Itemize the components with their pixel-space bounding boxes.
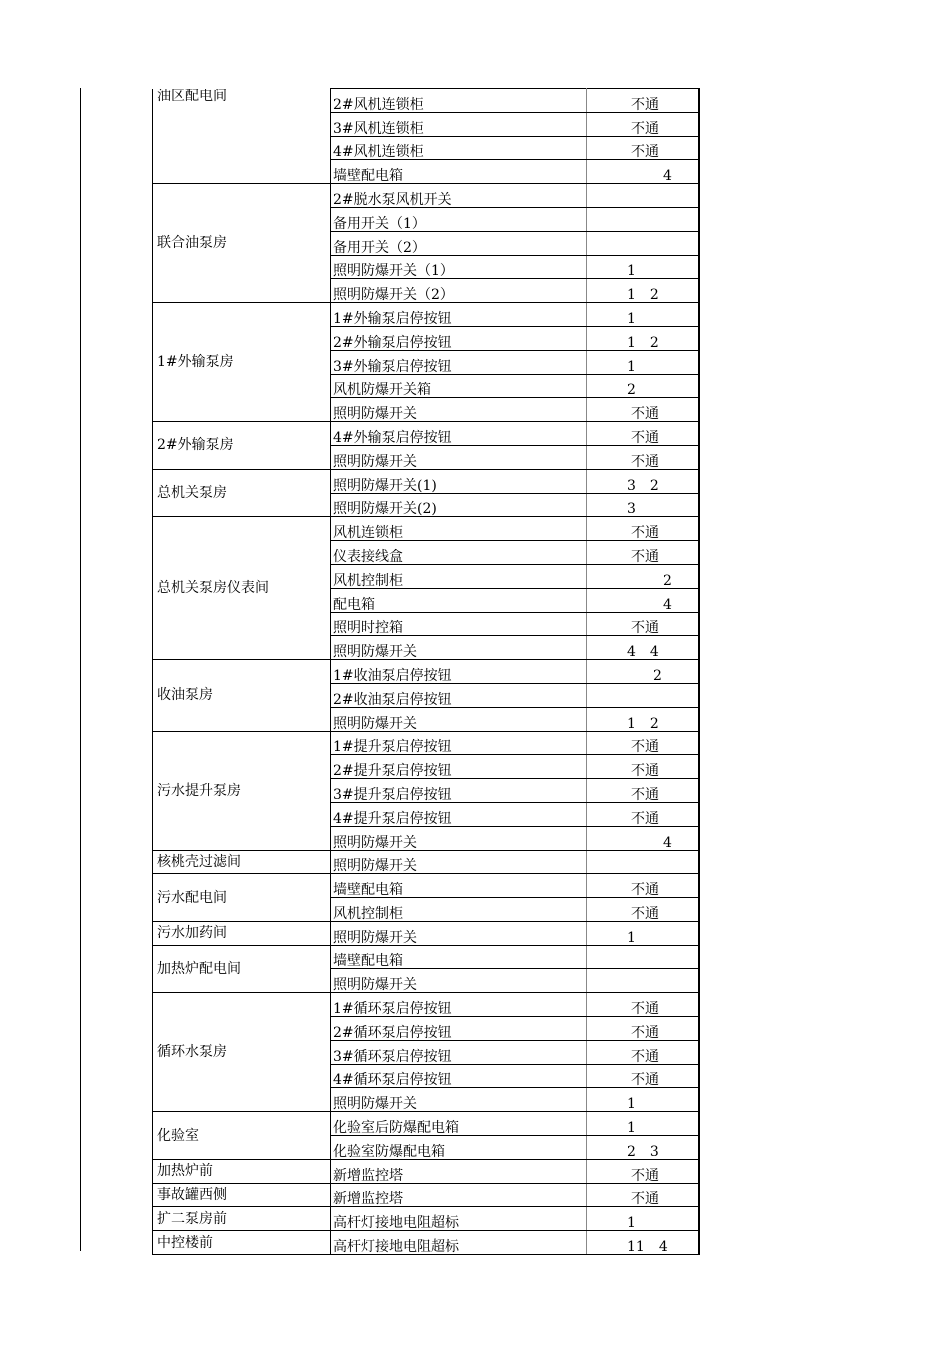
table-row — [153, 1231, 699, 1255]
item-cell: 1#外输泵启停按钮 — [331, 303, 587, 327]
item-cell: 3#循环泵启停按钮 — [331, 1040, 587, 1064]
table-row — [153, 921, 699, 945]
status-cell — [587, 207, 699, 231]
status-cell: 不通 — [587, 89, 699, 113]
status-cell: 不通 — [587, 898, 699, 922]
area-cell: 收油泵房 — [153, 660, 331, 731]
area-cell: 中控楼前 — [153, 1231, 331, 1255]
status-cell: 不通 — [587, 517, 699, 541]
area-cell: 事故罐西侧 — [153, 1183, 331, 1207]
area-cell: 扩二泵房前 — [153, 1207, 331, 1231]
item-cell: 新增监控塔 — [331, 1159, 587, 1183]
status-cell: 不通 — [587, 874, 699, 898]
item-cell: 照明防爆开关（1） — [331, 255, 587, 279]
table-row — [153, 517, 699, 541]
item-cell: 照明防爆开关(1) — [331, 469, 587, 493]
item-cell: 墙壁配电箱 — [331, 945, 587, 969]
item-cell: 照明防爆开关 — [331, 1088, 587, 1112]
area-cell: 循环水泵房 — [153, 993, 331, 1112]
table-row — [153, 993, 699, 1017]
status-cell: 不通 — [587, 993, 699, 1017]
item-cell: 高杆灯接地电阻超标 — [331, 1231, 587, 1255]
status-cell — [587, 969, 699, 993]
table-row — [153, 1159, 699, 1183]
status-cell: 不通 — [587, 422, 699, 446]
status-cell: 1 2 — [587, 326, 699, 350]
status-cell — [587, 184, 699, 208]
status-cell: 4 — [587, 160, 699, 184]
status-cell: 3 2 — [587, 469, 699, 493]
area-cell: 联合油泵房 — [153, 184, 331, 303]
area-cell: 污水加药间 — [153, 921, 331, 945]
status-cell: 1 2 — [587, 279, 699, 303]
item-cell: 风机连锁柜 — [331, 517, 587, 541]
item-cell: 照明防爆开关 — [331, 826, 587, 850]
item-cell: 3#风机连锁柜 — [331, 112, 587, 136]
item-cell: 照明防爆开关 — [331, 398, 587, 422]
area-cell: 油区配电间 — [153, 89, 331, 184]
status-cell: 不通 — [587, 612, 699, 636]
status-cell: 不通 — [587, 1017, 699, 1041]
item-cell: 2#外输泵启停按钮 — [331, 326, 587, 350]
area-cell: 污水配电间 — [153, 874, 331, 922]
table-row — [153, 184, 699, 208]
status-cell: 不通 — [587, 755, 699, 779]
area-cell: 污水提升泵房 — [153, 731, 331, 850]
item-cell: 1#收油泵启停按钮 — [331, 660, 587, 684]
item-cell: 风机防爆开关箱 — [331, 374, 587, 398]
status-cell — [587, 683, 699, 707]
table-row — [153, 1112, 699, 1136]
status-cell: 1 2 — [587, 707, 699, 731]
status-cell: 不通 — [587, 731, 699, 755]
area-cell: 2#外输泵房 — [153, 422, 331, 470]
status-cell: 不通 — [587, 398, 699, 422]
item-cell: 备用开关（1） — [331, 207, 587, 231]
item-cell: 照明防爆开关（2） — [331, 279, 587, 303]
status-cell: 1 — [587, 921, 699, 945]
item-cell: 1#提升泵启停按钮 — [331, 731, 587, 755]
item-cell: 2#收油泵启停按钮 — [331, 683, 587, 707]
page-left-rule — [80, 88, 81, 1251]
inspection-table-body — [153, 89, 699, 1255]
item-cell: 风机控制柜 — [331, 564, 587, 588]
status-cell: 不通 — [587, 1064, 699, 1088]
status-cell: 1 — [587, 1207, 699, 1231]
status-cell: 11 4 — [587, 1231, 699, 1255]
item-cell: 4#提升泵启停按钮 — [331, 802, 587, 826]
item-cell: 1#循环泵启停按钮 — [331, 993, 587, 1017]
item-cell: 照明防爆开关 — [331, 636, 587, 660]
item-cell: 2#提升泵启停按钮 — [331, 755, 587, 779]
area-cell: 总机关泵房 — [153, 469, 331, 517]
status-cell: 不通 — [587, 136, 699, 160]
item-cell: 化验室后防爆配电箱 — [331, 1112, 587, 1136]
item-cell: 2#循环泵启停按钮 — [331, 1017, 587, 1041]
item-cell: 照明时控箱 — [331, 612, 587, 636]
status-cell: 2 — [587, 660, 699, 684]
status-cell: 不通 — [587, 1183, 699, 1207]
item-cell: 3#外输泵启停按钮 — [331, 350, 587, 374]
status-cell: 不通 — [587, 541, 699, 565]
table-row — [153, 89, 699, 113]
table-row — [153, 850, 699, 874]
status-cell — [587, 850, 699, 874]
status-cell: 2 — [587, 564, 699, 588]
status-cell: 4 — [587, 588, 699, 612]
item-cell: 配电箱 — [331, 588, 587, 612]
inspection-table — [152, 88, 700, 1255]
status-cell: 1 — [587, 1112, 699, 1136]
item-cell: 4#循环泵启停按钮 — [331, 1064, 587, 1088]
item-cell: 照明防爆开关 — [331, 850, 587, 874]
area-cell: 总机关泵房仪表间 — [153, 517, 331, 660]
area-cell: 化验室 — [153, 1112, 331, 1160]
item-cell: 照明防爆开关 — [331, 969, 587, 993]
status-cell: 3 — [587, 493, 699, 517]
area-cell: 加热炉配电间 — [153, 945, 331, 993]
item-cell: 高杆灯接地电阻超标 — [331, 1207, 587, 1231]
table-row — [153, 1183, 699, 1207]
status-cell: 4 — [587, 826, 699, 850]
area-cell: 核桃壳过滤间 — [153, 850, 331, 874]
table-row — [153, 303, 699, 327]
item-cell: 4#外输泵启停按钮 — [331, 422, 587, 446]
item-cell: 备用开关（2） — [331, 231, 587, 255]
status-cell: 不通 — [587, 1159, 699, 1183]
status-cell: 1 — [587, 350, 699, 374]
item-cell: 风机控制柜 — [331, 898, 587, 922]
table-row — [153, 945, 699, 969]
status-cell: 2 — [587, 374, 699, 398]
item-cell: 照明防爆开关 — [331, 707, 587, 731]
area-cell: 加热炉前 — [153, 1159, 331, 1183]
item-cell: 墙壁配电箱 — [331, 160, 587, 184]
status-cell: 4 4 — [587, 636, 699, 660]
item-cell: 4#风机连锁柜 — [331, 136, 587, 160]
item-cell: 化验室防爆配电箱 — [331, 1136, 587, 1160]
status-cell: 2 3 — [587, 1136, 699, 1160]
table-row — [153, 469, 699, 493]
status-cell — [587, 945, 699, 969]
table-row — [153, 660, 699, 684]
table-row — [153, 731, 699, 755]
item-cell: 照明防爆开关(2) — [331, 493, 587, 517]
item-cell: 照明防爆开关 — [331, 445, 587, 469]
table-row — [153, 1207, 699, 1231]
status-cell: 不通 — [587, 445, 699, 469]
item-cell: 墙壁配电箱 — [331, 874, 587, 898]
status-cell: 不通 — [587, 779, 699, 803]
table-row — [153, 874, 699, 898]
status-cell: 不通 — [587, 1040, 699, 1064]
item-cell: 仪表接线盒 — [331, 541, 587, 565]
area-cell: 1#外输泵房 — [153, 303, 331, 422]
table-row — [153, 422, 699, 446]
status-cell: 不通 — [587, 112, 699, 136]
status-cell: 1 — [587, 1088, 699, 1112]
status-cell — [587, 231, 699, 255]
item-cell: 2#风机连锁柜 — [331, 89, 587, 113]
status-cell: 不通 — [587, 802, 699, 826]
item-cell: 照明防爆开关 — [331, 921, 587, 945]
item-cell: 2#脱水泵风机开关 — [331, 184, 587, 208]
status-cell: 1 — [587, 303, 699, 327]
item-cell: 3#提升泵启停按钮 — [331, 779, 587, 803]
status-cell: 1 — [587, 255, 699, 279]
item-cell: 新增监控塔 — [331, 1183, 587, 1207]
